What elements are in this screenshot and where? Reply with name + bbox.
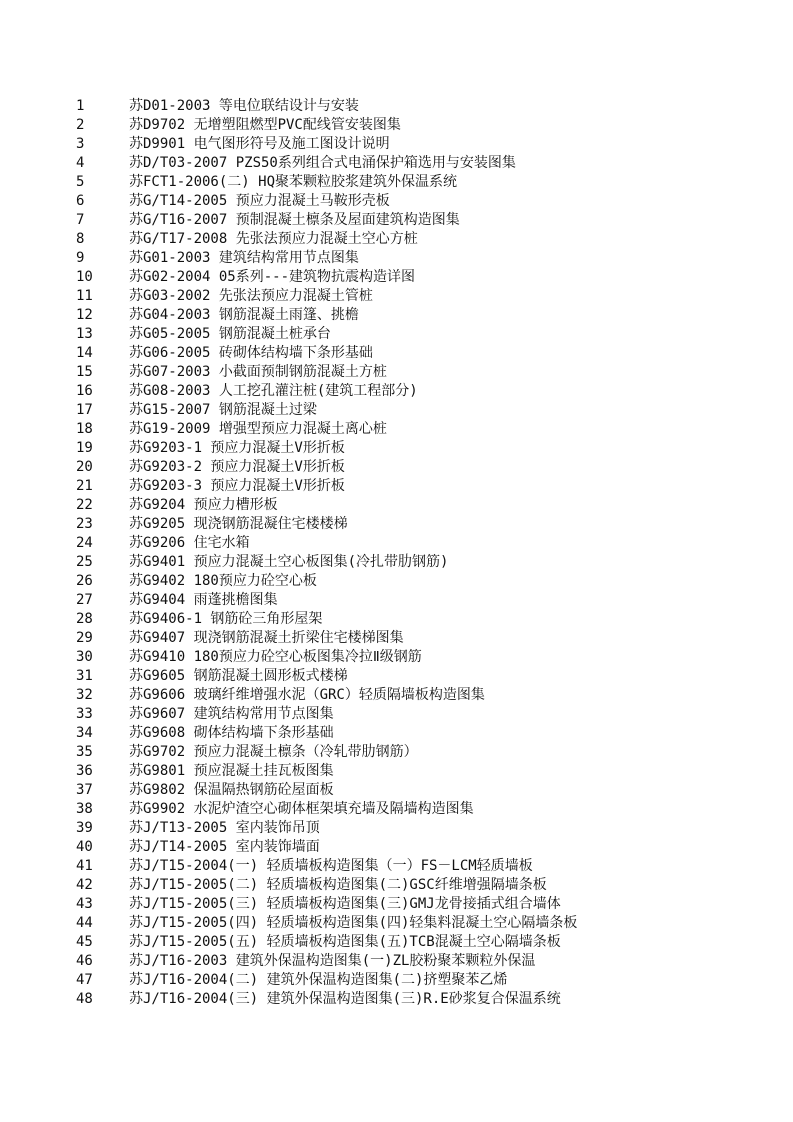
list-item [0,439,793,458]
item-title: 苏G9401 预应力混凝土空心板图集(冷扎带肋钢筋) [129,554,449,570]
item-title: 苏G9205 现浇钢筋混凝住宅楼楼梯 [129,516,348,532]
standards-list [0,97,793,1009]
item-number: 37 [76,782,93,798]
item-title: 苏G02-2004 05系列---建筑物抗震构造详图 [129,269,416,285]
list-item [0,363,793,382]
item-title: 苏G9203-1 预应力混凝土V形折板 [129,440,345,456]
item-title: 苏G15-2007 钢筋混凝土过梁 [129,402,317,418]
item-number: 11 [76,288,93,304]
item-number: 48 [76,991,93,1007]
item-title: 苏G9203-2 预应力混凝土V形折板 [129,459,345,475]
item-number: 9 [76,250,85,266]
item-number: 15 [76,364,93,380]
item-number: 7 [76,212,85,228]
list-item [0,895,793,914]
item-number: 41 [76,858,93,874]
list-item [0,838,793,857]
item-number: 18 [76,421,93,437]
list-item [0,572,793,591]
item-number: 29 [76,630,93,646]
list-item [0,876,793,895]
item-title: 苏G9404 雨蓬挑檐图集 [129,592,278,608]
list-item [0,800,793,819]
item-title: 苏G/T16-2007 预制混凝土檩条及屋面建筑构造图集 [129,212,460,228]
list-item [0,116,793,135]
item-title: 苏G9607 建筑结构常用节点图集 [129,706,334,722]
item-title: 苏J/T15-2005(五) 轻质墙板构造图集(五)TCB混凝土空心隔墙条板 [129,934,561,950]
list-item [0,762,793,781]
list-item [0,135,793,154]
item-title: 苏G9410 180预应力砼空心板图集冷拉Ⅱ级钢筋 [129,649,422,665]
list-item [0,724,793,743]
list-item [0,990,793,1009]
list-item [0,382,793,401]
item-number: 40 [76,839,93,855]
item-title: 苏G9206 住宅水箱 [129,535,250,551]
item-title: 苏G03-2002 先张法预应力混凝土管桩 [129,288,373,304]
item-title: 苏J/T14-2005 室内装饰墙面 [129,839,320,855]
item-number: 4 [76,155,85,171]
item-title: 苏G9605 钢筋混凝土圆形板式楼梯 [129,668,348,684]
list-item [0,857,793,876]
item-title: 苏D9901 电气图形符号及施工图设计说明 [129,136,390,152]
item-number: 1 [76,98,85,114]
item-number: 43 [76,896,93,912]
list-item [0,154,793,173]
list-item [0,667,793,686]
item-title: 苏J/T15-2004(一) 轻质墙板构造图集（一）FS－LCM轻质墙板 [129,858,533,874]
item-title: 苏D/T03-2007 PZS50系列组合式电涌保护箱选用与安装图集 [129,155,516,171]
item-title: 苏G04-2003 钢筋混凝土雨篷、挑檐 [129,307,359,323]
item-number: 8 [76,231,85,247]
item-number: 10 [76,269,93,285]
item-number: 25 [76,554,93,570]
item-title: 苏G06-2005 砖砌体结构墙下条形基础 [129,345,373,361]
list-item [0,971,793,990]
item-number: 31 [76,668,93,684]
list-item [0,515,793,534]
item-title: 苏G08-2003 人工挖孔灌注桩(建筑工程部分) [129,383,418,399]
item-number: 33 [76,706,93,722]
item-number: 16 [76,383,93,399]
item-number: 21 [76,478,93,494]
list-item [0,648,793,667]
item-title: 苏G05-2005 钢筋混凝土桩承台 [129,326,331,342]
item-number: 26 [76,573,93,589]
item-number: 24 [76,535,93,551]
item-title: 苏G9902 水泥炉渣空心砌体框架填充墙及隔墙构造图集 [129,801,474,817]
item-title: 苏J/T15-2005(二) 轻质墙板构造图集(二)GSC纤维增强隔墙条板 [129,877,547,893]
item-number: 42 [76,877,93,893]
list-item [0,914,793,933]
list-item [0,933,793,952]
item-number: 5 [76,174,85,190]
item-title: 苏D9702 无增塑阻燃型PVC配线管安装图集 [129,117,401,133]
list-item [0,458,793,477]
item-title: 苏G9402 180预应力砼空心板 [129,573,317,589]
item-number: 22 [76,497,93,513]
list-item [0,952,793,971]
item-title: 苏G9203-3 预应力混凝土V形折板 [129,478,345,494]
list-item [0,496,793,515]
list-item [0,743,793,762]
item-title: 苏G9406-1 钢筋砼三角形屋架 [129,611,323,627]
item-number: 23 [76,516,93,532]
list-item [0,781,793,800]
list-item [0,534,793,553]
list-item [0,344,793,363]
item-number: 32 [76,687,93,703]
item-number: 45 [76,934,93,950]
list-item [0,553,793,572]
list-item [0,249,793,268]
item-title: 苏G9606 玻璃纤维增强水泥（GRC）轻质隔墙板构造图集 [129,687,485,703]
list-item [0,401,793,420]
list-item [0,230,793,249]
list-item [0,211,793,230]
item-number: 47 [76,972,93,988]
list-item [0,420,793,439]
item-title: 苏G19-2009 增强型预应力混凝土离心桩 [129,421,387,437]
item-title: 苏J/T16-2003 建筑外保温构造图集(一)ZL胶粉聚苯颗粒外保温 [129,953,536,969]
item-title: 苏G01-2003 建筑结构常用节点图集 [129,250,359,266]
item-number: 35 [76,744,93,760]
item-title: 苏FCT1-2006(二) HQ聚苯颗粒胶浆建筑外保温系统 [129,174,458,190]
item-title: 苏D01-2003 等电位联结设计与安装 [129,98,359,114]
item-number: 19 [76,440,93,456]
item-number: 17 [76,402,93,418]
list-item [0,629,793,648]
item-number: 2 [76,117,85,133]
item-title: 苏J/T15-2005(四) 轻质墙板构造图集(四)轻集料混凝土空心隔墙条板 [129,915,578,931]
item-title: 苏G9802 保温隔热钢筋砼屋面板 [129,782,334,798]
item-number: 12 [76,307,93,323]
item-title: 苏J/T16-2004(三) 建筑外保温构造图集(三)R.E砂浆复合保温系统 [129,991,561,1007]
list-item [0,591,793,610]
list-item [0,705,793,724]
item-title: 苏G/T14-2005 预应力混凝土马鞍形壳板 [129,193,390,209]
item-number: 6 [76,193,85,209]
item-title: 苏G9801 预应混凝土挂瓦板图集 [129,763,334,779]
list-item [0,173,793,192]
item-title: 苏J/T13-2005 室内装饰吊顶 [129,820,320,836]
list-item [0,686,793,705]
item-title: 苏G/T17-2008 先张法预应力混凝土空心方桩 [129,231,418,247]
item-number: 30 [76,649,93,665]
item-number: 39 [76,820,93,836]
item-number: 14 [76,345,93,361]
item-number: 44 [76,915,93,931]
list-item [0,97,793,116]
item-title: 苏G07-2003 小截面预制钢筋混凝土方桩 [129,364,387,380]
item-title: 苏J/T16-2004(二) 建筑外保温构造图集(二)挤塑聚苯乙烯 [129,972,508,988]
list-item [0,610,793,629]
list-item [0,819,793,838]
item-title: 苏J/T15-2005(三) 轻质墙板构造图集(三)GMJ龙骨接插式组合墙体 [129,896,561,912]
item-number: 20 [76,459,93,475]
item-title: 苏G9407 现浇钢筋混凝土折梁住宅楼梯图集 [129,630,404,646]
item-number: 38 [76,801,93,817]
item-number: 36 [76,763,93,779]
item-title: 苏G9204 预应力槽形板 [129,497,278,513]
item-number: 46 [76,953,93,969]
item-number: 27 [76,592,93,608]
item-number: 34 [76,725,93,741]
list-item [0,268,793,287]
item-title: 苏G9702 预应力混凝土檩条（冷轧带肋钢筋） [129,744,418,760]
list-item [0,287,793,306]
item-title: 苏G9608 砌体结构墙下条形基础 [129,725,334,741]
item-number: 13 [76,326,93,342]
list-item [0,477,793,496]
item-number: 3 [76,136,85,152]
list-item [0,325,793,344]
list-item [0,306,793,325]
item-number: 28 [76,611,93,627]
list-item [0,192,793,211]
